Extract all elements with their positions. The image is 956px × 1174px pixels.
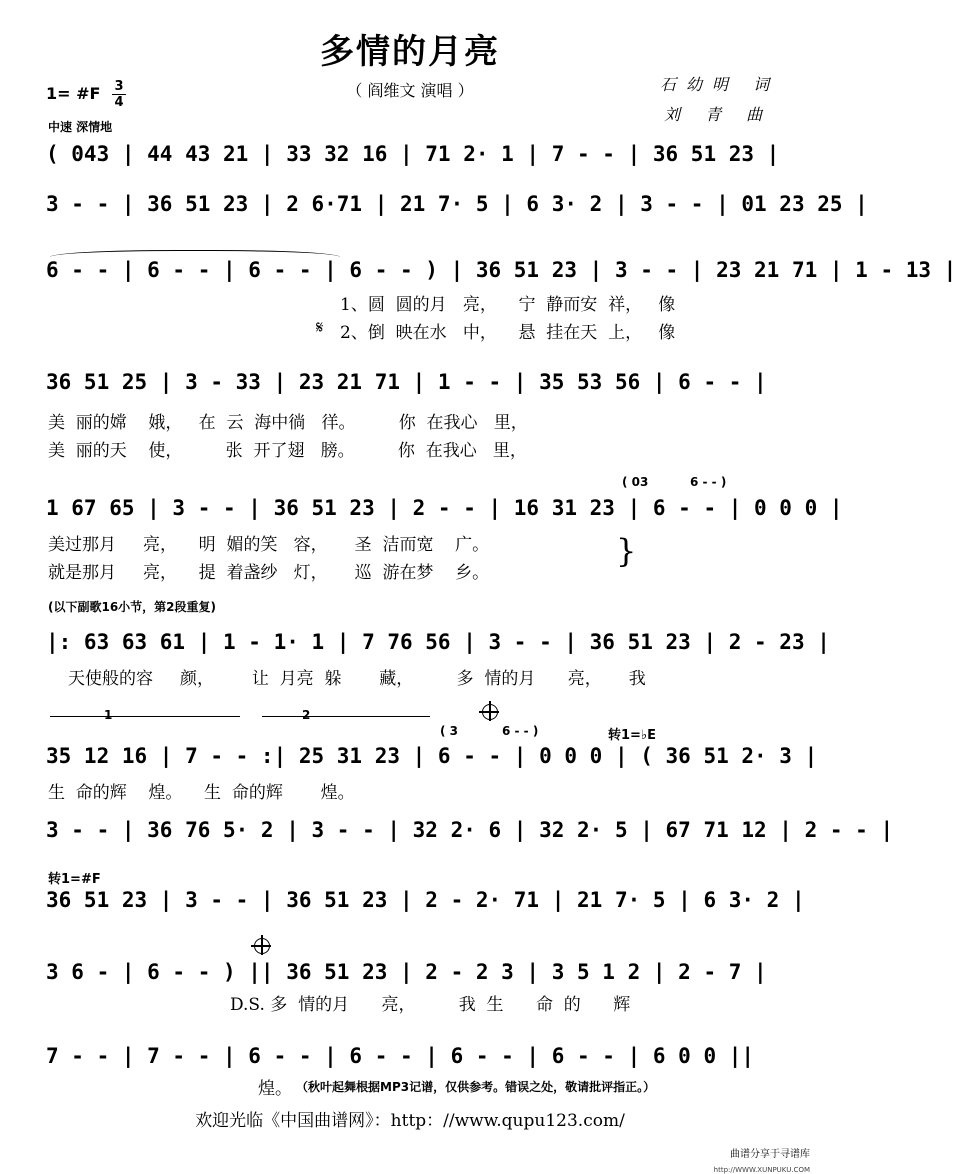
- lyric-line: 生 命的辉 煌。 生 命的辉 煌。: [48, 783, 355, 803]
- brace: }: [616, 532, 637, 570]
- footer-link[interactable]: 欢迎光临《中国曲谱网》：http：//www.qupu123.com/: [195, 1111, 625, 1131]
- volta-2: 2: [302, 708, 311, 722]
- lyric-line: 1、圆 圆的月 亮， 宁 静而安 祥， 像: [340, 295, 676, 315]
- lyric-line: 美过那月 亮， 明 媚的笑 容， 圣 洁而宽 广。: [48, 535, 490, 555]
- page-title: 多情的月亮: [320, 32, 500, 72]
- score-row: 7 - - | 7 - - | 6 - - | 6 - - | 6 - - | 6 - - | 6 0 0 ||: [46, 1044, 755, 1068]
- lyric-line: D.S. 多 情的月 亮， 我 生 命 的 辉: [230, 995, 631, 1015]
- coda-note: ( 3: [440, 724, 459, 738]
- coda-icon: [482, 704, 498, 720]
- interlude-note: ( 03: [622, 475, 649, 489]
- score-row: 3 - - | 36 51 23 | 2 6·71 | 21 7· 5 | 6 3· 2 | 3 - - | 01 23 25 |: [46, 192, 868, 216]
- lyric-line: 天使般的容 颜， 让 月亮 躲 藏， 多 情的月 亮， 我: [68, 669, 646, 689]
- interlude-note: 6 - - ): [690, 475, 727, 489]
- lyric-line: 美 丽的嫦 娥， 在 云 海中徜 徉。 你 在我心 里，: [48, 413, 528, 433]
- lyric-line: 美 丽的天 使， 张 开了翅 膀。 你 在我心 里，: [48, 441, 527, 461]
- singer-subtitle: （ 阎维文 演唱 ）: [346, 81, 474, 100]
- refrain-note: (以下副歌16小节，第2段重复): [48, 600, 217, 614]
- remark: （秋叶起舞根据MP3记谱，仅供参考。错误之处，敬请批评指正。）: [296, 1080, 656, 1094]
- tempo-marking: 中速 深情地: [48, 120, 113, 134]
- score-row: 36 51 25 | 3 - 33 | 23 21 71 | 1 - - | 35 53 56 | 6 - - |: [46, 370, 767, 394]
- time-bottom: 4: [114, 95, 124, 110]
- key-signature: 1= #F: [46, 84, 101, 103]
- score-row: 6 - - | 6 - - | 6 - - | 6 - - ) | 36 51 23 | 3 - - | 23 21 71 | 1 - 13 |: [46, 258, 956, 282]
- coda-icon: [254, 938, 270, 954]
- modulation-mark: 转1=♭E: [608, 728, 656, 743]
- score-row: 36 51 23 | 3 - - | 36 51 23 | 2 - 2· 71 | 21 7· 5 | 6 3· 2 |: [46, 888, 805, 912]
- volta-bracket: [262, 716, 430, 717]
- lyric-line: 2、倒 映在水 中， 悬 挂在天 上， 像: [340, 323, 676, 343]
- score-row: 35 12 16 | 7 - - :| 25 31 23 | 6 - - | 0 0 0 | ( 36 51 2· 3 |: [46, 744, 818, 768]
- coda-note: 6 - - ): [502, 724, 539, 738]
- modulation-mark: 转1=#F: [48, 872, 101, 887]
- lyric-line: 就是那月 亮， 提 着盏纱 灯， 巡 游在梦 乡。: [48, 563, 490, 583]
- volta-bracket: [50, 716, 240, 717]
- lyricist: 石幼明 词: [660, 75, 780, 94]
- time-top: 3: [114, 79, 124, 94]
- time-signature: [112, 80, 126, 109]
- lyric-line: 煌。: [258, 1079, 292, 1099]
- volta-1: 1: [104, 708, 113, 722]
- score-row: 3 - - | 36 76 5· 2 | 3 - - | 32 2· 6 | 32 2· 5 | 67 71 12 | 2 - - |: [46, 818, 894, 842]
- score-row: 3 6 - | 6 - - ) || 36 51 23 | 2 - 2 3 | 3 5 1 2 | 2 - 7 |: [46, 960, 767, 984]
- watermark: 曲谱分享于寻谱库: [730, 1145, 810, 1160]
- segno-mark: 𝄋: [316, 318, 324, 338]
- composer: 刘 青 曲: [664, 105, 773, 124]
- score-row: 1 67 65 | 3 - - | 36 51 23 | 2 - - | 16 31 23 | 6 - - | 0 0 0 |: [46, 496, 843, 520]
- watermark-url: http://WWW.XUNPUKU.COM: [713, 1166, 810, 1174]
- score-row: ( 043 | 44 43 21 | 33 32 16 | 71 2· 1 | 7 - - | 36 51 23 |: [46, 142, 780, 166]
- score-row: |: 63 63 61 | 1 - 1· 1 | 7 76 56 | 3 - - | 36 51 23 | 2 - 23 |: [46, 630, 830, 654]
- tie-mark: [50, 250, 340, 257]
